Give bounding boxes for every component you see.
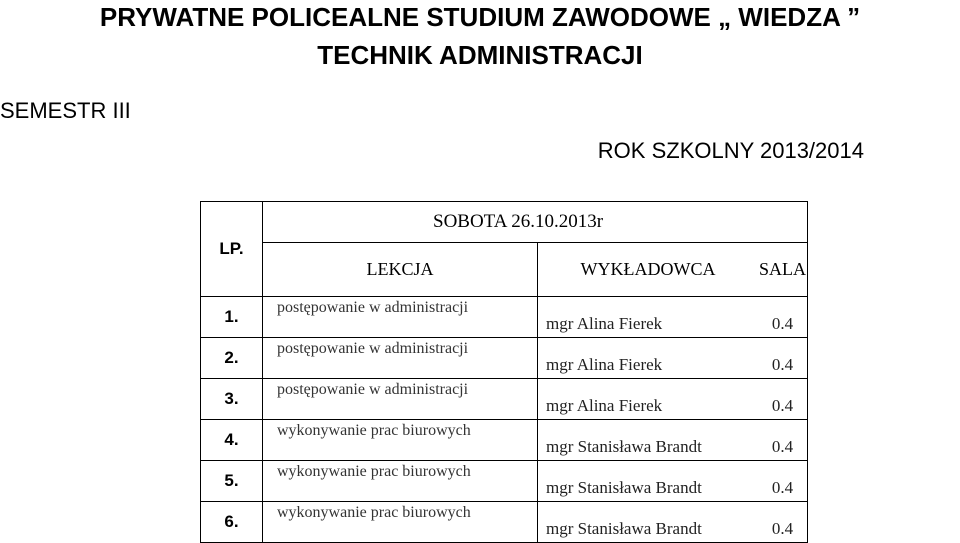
room-cell: 0.4 [758, 297, 808, 338]
lecturer-cell: mgr Alina Fierek [538, 338, 759, 379]
room-cell: 0.4 [758, 502, 808, 543]
lesson-cell: wykonywanie prac biurowych [263, 461, 538, 502]
room-cell: 0.4 [758, 338, 808, 379]
room-column-header: SALA [758, 243, 808, 297]
row-number: 2. [201, 338, 263, 379]
lesson-cell: wykonywanie prac biurowych [263, 502, 538, 543]
table-row [201, 338, 808, 379]
lecturer-cell: mgr Stanisława Brandt [538, 502, 759, 543]
date-header: SOBOTA 26.10.2013r [263, 202, 808, 243]
lesson-cell: postępowanie w administracji [263, 379, 538, 420]
table-header-date-row [201, 202, 808, 243]
row-number: 4. [201, 420, 263, 461]
document-title: PRYWATNE POLICEALNE STUDIUM ZAWODOWE „ WIEDZA ” [99, 2, 861, 32]
room-cell: 0.4 [758, 461, 808, 502]
lesson-cell: wykonywanie prac biurowych [263, 420, 538, 461]
table-row [201, 461, 808, 502]
table-row [201, 502, 808, 543]
lesson-cell: postępowanie w administracji [263, 338, 538, 379]
row-number: 3. [201, 379, 263, 420]
room-cell: 0.4 [758, 379, 808, 420]
table-row [201, 297, 808, 338]
row-number: 5. [201, 461, 263, 502]
lesson-cell: postępowanie w administracji [263, 297, 538, 338]
table-row [201, 379, 808, 420]
lecturer-cell: mgr Stanisława Brandt [538, 461, 759, 502]
room-cell: 0.4 [758, 420, 808, 461]
lecturer-column-header: WYKŁADOWCA [538, 243, 759, 297]
lesson-column-header: LEKCJA [263, 243, 538, 297]
row-number: 1. [201, 297, 263, 338]
table-row [201, 420, 808, 461]
document-subtitle: TECHNIK ADMINISTRACJI [317, 40, 643, 70]
semester-label: SEMESTR III [0, 98, 131, 123]
school-year-label: ROK SZKOLNY 2013/2014 [597, 138, 864, 163]
lp-header: LP. [201, 202, 263, 297]
lecturer-cell: mgr Stanisława Brandt [538, 420, 759, 461]
lecturer-cell: mgr Alina Fierek [538, 379, 759, 420]
row-number: 6. [201, 502, 263, 543]
table-header-columns-row [201, 243, 808, 297]
schedule-table [200, 201, 808, 543]
lecturer-cell: mgr Alina Fierek [538, 297, 759, 338]
